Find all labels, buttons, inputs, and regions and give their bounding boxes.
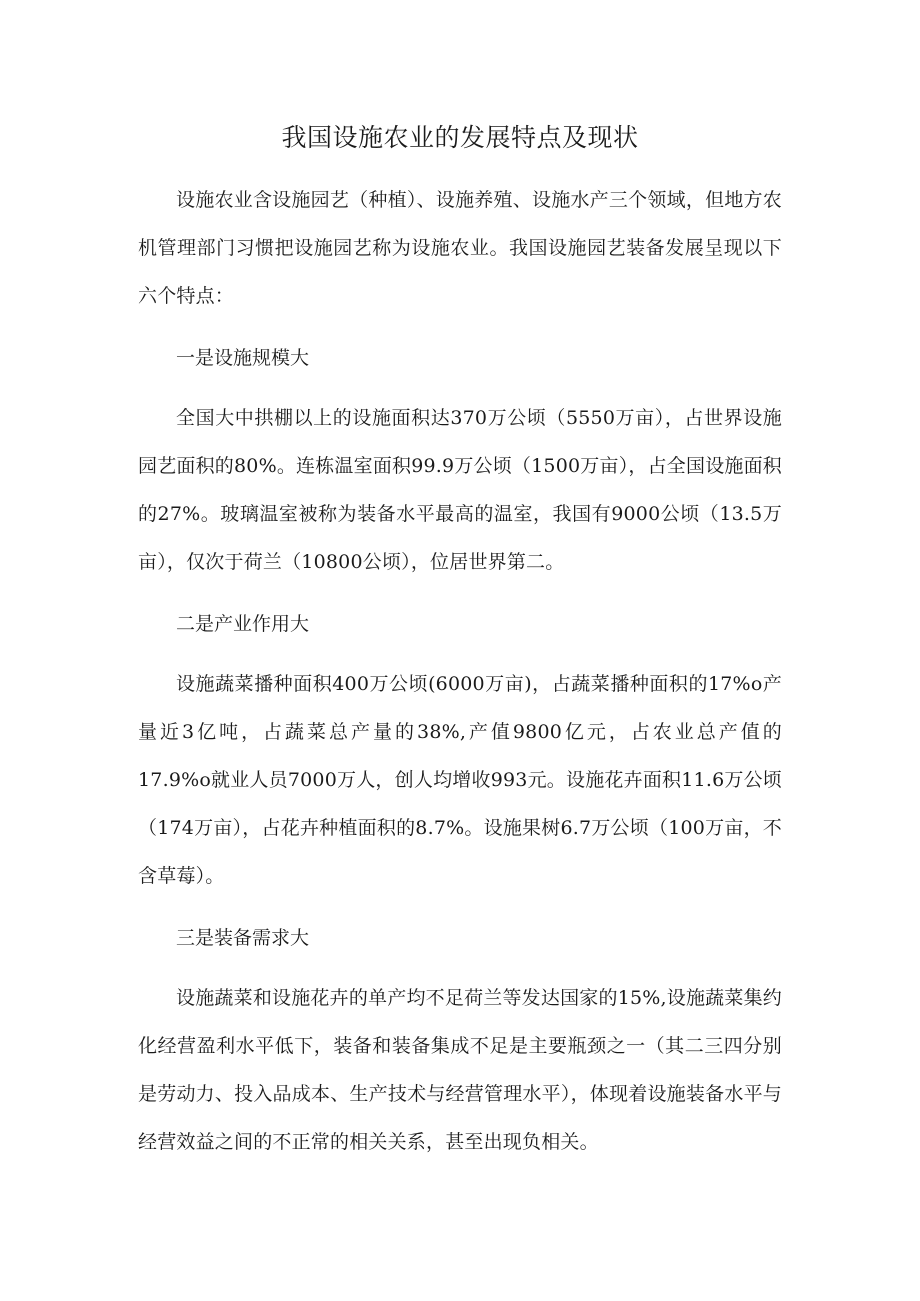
section-heading-1: 一是设施规模大	[176, 347, 310, 369]
section-body-3: 设施蔬菜和设施花卉的单产均不足荷兰等发达国家的15%,设施蔬菜集约化经营盈利水平低下，装备和装备集成不足是主要瓶颈之一（其二三四分别是劳动力、投入品成本、生产技术与经营管理水平），体现着设施装备水平与经营效益之间的不正常的相关关系，甚至出现负相关。	[138, 987, 782, 1153]
intro-paragraph: 设施农业含设施园艺（种植）、设施养殖、设施水产三个领域，但地方农机管理部门习惯把设施园艺称为设施农业。我国设施园艺装备发展呈现以下六个特点：	[138, 189, 782, 307]
section-heading-2: 二是产业作用大	[176, 613, 310, 635]
section-body-2: 设施蔬菜播种面积400万公顷(6000万亩)，占蔬菜播种面积的17%o产量近3亿吨，占蔬菜总产量的38%,产值9800亿元，占农业总产值的17.9%o就业人员7000万人，创人均增收993元。设施花卉面积11.6万公顷（174万亩），占花卉种植面积的8.7%。设施果树6.7万公顷（100万亩，不含草莓）。	[138, 673, 782, 887]
document-title: 我国设施农业的发展特点及现状	[281, 123, 639, 152]
section-heading-3: 三是装备需求大	[176, 927, 310, 949]
section-body-1: 全国大中拱棚以上的设施面积达370万公顷（5550万亩），占世界设施园艺面积的80%。连栋温室面积99.9万公顷（1500万亩），占全国设施面积的27%。玻璃温室被称为装备水平最高的温室，我国有9000公顷（13.5万亩），仅次于荷兰（10800公顷），位居世界第二。	[138, 407, 782, 573]
